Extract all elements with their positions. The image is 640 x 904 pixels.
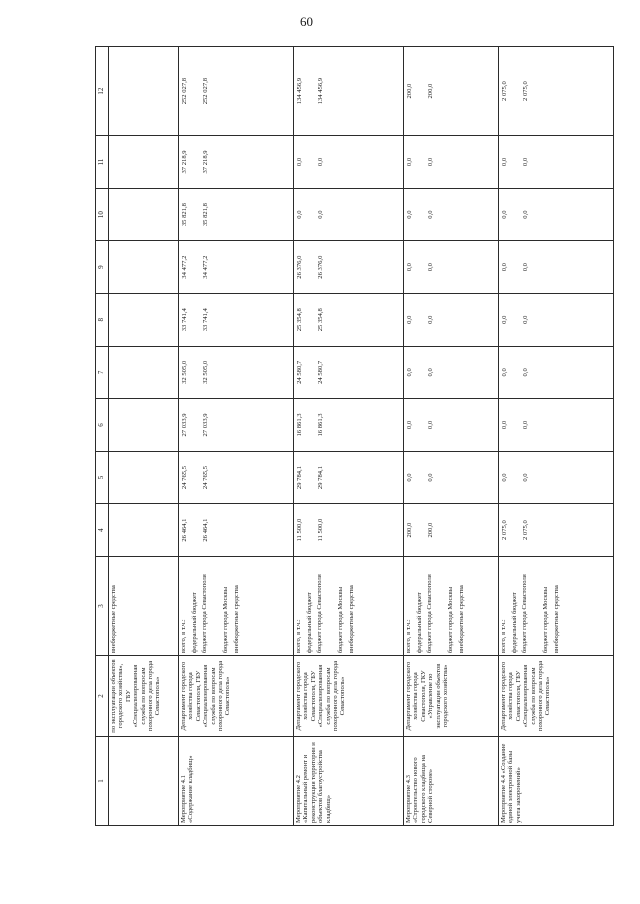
amount-cell-col-4: [404, 504, 499, 557]
amount-value: [448, 243, 459, 291]
amount-cell-col-8: [179, 293, 294, 346]
table-row: [404, 47, 499, 826]
amount-value: [543, 243, 554, 291]
amount-value: [307, 349, 318, 397]
measure-name-cell: Мероприятие 4.4 «Создание единой электронной базы учета захоронений»: [499, 736, 614, 825]
amount-value: 33 741,4: [202, 308, 209, 332]
amount-cell-col-11: [404, 136, 499, 189]
amount-cell-col-6: [109, 399, 179, 452]
amount-cell-col-10: [499, 188, 614, 241]
amount-cell-col-4: [179, 504, 294, 557]
amount-value: [349, 243, 360, 291]
amount-cell-col-12: [109, 47, 179, 136]
amount-cell-col-5: [404, 451, 499, 504]
amount-value: [554, 349, 565, 397]
table-row: [109, 47, 179, 826]
amount-value: 252 027,8: [202, 77, 209, 105]
table-body: [96, 47, 614, 826]
amount-value: 27 033,9: [202, 413, 209, 437]
column-header-11: 11: [96, 136, 109, 189]
amount-value: 16 861,3: [317, 413, 324, 437]
amount-value: [223, 138, 234, 186]
amount-cell-col-7: [294, 346, 404, 399]
amount-value: [307, 49, 318, 133]
amount-value: [459, 138, 470, 186]
amount-value: 24 580,7: [296, 360, 303, 384]
header-row: [96, 47, 109, 826]
amount-value: [223, 349, 234, 397]
amount-value: [223, 401, 234, 449]
amount-value: [234, 296, 245, 344]
amount-value: [448, 191, 459, 239]
amount-value: [234, 49, 245, 133]
amount-value: [307, 191, 318, 239]
amount-value: [417, 506, 428, 554]
funding-source-label: федеральный бюджет: [415, 592, 423, 654]
amount-value: 24 765,5: [202, 466, 209, 490]
column-header-2: 2: [96, 656, 109, 737]
amount-cell-col-5: [294, 451, 404, 504]
rotated-table-wrapper: [95, 46, 610, 826]
amount-value: [111, 296, 122, 344]
amount-value: [554, 138, 565, 186]
amount-cell-col-12: [179, 47, 294, 136]
amount-value: 0,0: [501, 315, 508, 324]
amount-value: [512, 49, 523, 133]
amount-value: 0,0: [317, 210, 324, 219]
funding-source-label: всего, в т.ч.:: [295, 619, 302, 654]
amount-value: [234, 401, 245, 449]
funding-source-label: бюджет города Москвы: [447, 586, 454, 654]
amount-value: [307, 296, 318, 344]
amount-cell-col-7: [404, 346, 499, 399]
amount-value: [554, 454, 565, 502]
amount-cell-col-6: [294, 399, 404, 452]
amount-value: [448, 349, 459, 397]
table-row: [179, 47, 294, 826]
amount-value: 32 505,0: [202, 360, 209, 384]
amount-value: [543, 454, 554, 502]
amount-value: [349, 349, 360, 397]
amount-value: 24 580,7: [317, 360, 324, 384]
amount-value: 24 765,5: [181, 466, 188, 490]
funding-sources-cell: [109, 556, 179, 655]
responsible-cell: Департамент городского хозяйства города Севастополя, ГБУ «Специализированная служба по вопросам похоронного дела города Севастополь»: [179, 656, 294, 737]
amount-cell-col-6: [179, 399, 294, 452]
amount-value: [543, 506, 554, 554]
amount-value: [417, 296, 428, 344]
amount-value: [111, 506, 122, 554]
amount-value: [448, 296, 459, 344]
amount-value: [234, 454, 245, 502]
amount-value: 200,0: [427, 83, 434, 99]
amount-value: [192, 191, 203, 239]
amount-value: [543, 49, 554, 133]
amount-value: [448, 138, 459, 186]
amount-value: [459, 506, 470, 554]
amount-value: [111, 191, 122, 239]
amount-value: 0,0: [427, 368, 434, 377]
amount-cell-col-9: [179, 241, 294, 294]
amount-value: [459, 296, 470, 344]
amount-value: 0,0: [427, 157, 434, 167]
amount-value: 0,0: [501, 263, 508, 272]
amount-cell-col-4: [294, 504, 404, 557]
amount-value: [417, 191, 428, 239]
amount-value: 2 075,0: [522, 520, 529, 541]
amount-cell-col-8: [294, 293, 404, 346]
funding-sources-cell: [404, 556, 499, 655]
funding-source-label: всего, в т.ч.:: [180, 619, 187, 654]
responsible-cell: Департамент городского хозяйства города Севастополя, ГБУ «Специализированная служба по вопросам похоронного дела города Севастополь»: [294, 656, 404, 737]
amount-value: [459, 49, 470, 133]
amount-value: [512, 191, 523, 239]
amount-value: [543, 349, 554, 397]
amount-cell-col-10: [404, 188, 499, 241]
column-header-12: 12: [96, 47, 109, 136]
amount-value: [338, 349, 349, 397]
funding-source-label: федеральный бюджет: [190, 592, 198, 654]
amount-value: 200,0: [427, 522, 434, 538]
amount-value: [512, 401, 523, 449]
amount-value: [234, 349, 245, 397]
amount-value: 25 354,8: [317, 308, 324, 332]
amount-cell-col-5: [179, 451, 294, 504]
amount-value: 16 861,3: [296, 413, 303, 437]
amount-cell-col-9: [404, 241, 499, 294]
column-header-3: 3: [96, 556, 109, 655]
column-header-1: 1: [96, 736, 109, 825]
funding-source-label: бюджет города Севастополя: [201, 574, 208, 654]
table-row: [294, 47, 404, 826]
amount-value: [554, 49, 565, 133]
amount-value: [192, 243, 203, 291]
amount-value: 0,0: [427, 473, 434, 482]
amount-value: [417, 138, 428, 186]
amount-value: 34 477,2: [202, 255, 209, 279]
amount-value: 26 376,0: [317, 255, 324, 279]
amount-value: 0,0: [317, 157, 324, 167]
funding-sources-cell: [499, 556, 614, 655]
amount-cell-col-4: [499, 504, 614, 557]
amount-value: 29 784,1: [317, 466, 324, 490]
amount-value: 0,0: [501, 368, 508, 377]
amount-value: [223, 296, 234, 344]
amount-value: [192, 401, 203, 449]
funding-source-label: внебюджетные средства: [232, 585, 240, 654]
amount-value: [512, 243, 523, 291]
funding-sources-cell: [179, 556, 294, 655]
amount-value: [543, 138, 554, 186]
amount-cell-col-12: [499, 47, 614, 136]
responsible-cell: Департамент городского хозяйства города Севастополя, ГБУ «Специализированная служба по вопросам похоронного дела города Севастополь»: [499, 656, 614, 737]
funding-source-label: бюджет города Москвы: [222, 586, 229, 654]
amount-value: [448, 454, 459, 502]
amount-value: 32 505,0: [181, 360, 188, 384]
amount-value: 0,0: [406, 157, 413, 167]
amount-value: [111, 349, 122, 397]
amount-value: [223, 454, 234, 502]
amount-value: [349, 49, 360, 133]
amount-value: [234, 243, 245, 291]
amount-value: 0,0: [522, 420, 529, 430]
funding-sources-cell: [294, 556, 404, 655]
amount-value: 29 784,1: [296, 466, 303, 490]
amount-value: 200,0: [406, 83, 413, 99]
amount-value: [459, 243, 470, 291]
funding-source-label: всего, в т.ч.:: [405, 619, 412, 654]
amount-value: 0,0: [406, 473, 413, 482]
amount-value: [448, 49, 459, 133]
amount-value: [554, 243, 565, 291]
funding-source-label: внебюджетные средства: [552, 585, 560, 654]
amount-value: [349, 454, 360, 502]
amount-value: 0,0: [296, 210, 303, 219]
amount-value: 200,0: [406, 522, 413, 538]
amount-value: [338, 506, 349, 554]
amount-value: 0,0: [522, 473, 529, 482]
funding-source-label: бюджет города Севастополя: [521, 574, 528, 654]
amount-value: [543, 191, 554, 239]
funding-source-label: внебюджетные средства: [457, 585, 465, 654]
amount-value: 0,0: [501, 420, 508, 430]
amount-value: [223, 243, 234, 291]
amount-value: [417, 401, 428, 449]
amount-value: 0,0: [296, 157, 303, 167]
amount-value: [234, 138, 245, 186]
amount-cell-col-9: [109, 241, 179, 294]
amount-value: [459, 349, 470, 397]
amount-value: [192, 138, 203, 186]
amount-value: 0,0: [406, 263, 413, 272]
amount-cell-col-7: [499, 346, 614, 399]
funding-source-label: бюджет города Москвы: [542, 586, 549, 654]
amount-value: 27 033,9: [181, 413, 188, 437]
funding-source-label: бюджет города Севастополя: [426, 574, 433, 654]
amount-value: 2 075,0: [501, 81, 508, 101]
measure-name-cell: Мероприятие 4.3 «Строительство нового городского кладбища на Северной стороне»: [404, 736, 499, 825]
amount-value: [459, 191, 470, 239]
amount-value: 26 376,0: [296, 255, 303, 279]
amount-value: [512, 296, 523, 344]
amount-value: [338, 454, 349, 502]
measure-name-cell: Мероприятие 4.1 «Содержание кладбищ»: [179, 736, 294, 825]
amount-value: [554, 296, 565, 344]
amount-value: 37 218,9: [202, 150, 209, 174]
amount-value: 2 075,0: [522, 81, 529, 101]
amount-value: [192, 349, 203, 397]
measure-name-cell: Мероприятие 4.2 «Капитальный ремонт и реконструкция территории и объектов благоустройства кладбищ»: [294, 736, 404, 825]
amount-value: [307, 138, 318, 186]
column-header-10: 10: [96, 188, 109, 241]
amount-cell-col-11: [179, 136, 294, 189]
amount-value: 34 477,2: [181, 255, 188, 279]
amount-value: [192, 454, 203, 502]
amount-value: 0,0: [406, 368, 413, 377]
funding-source-label: внебюджетные средства: [110, 585, 117, 654]
amount-value: [554, 506, 565, 554]
amount-value: [417, 349, 428, 397]
amount-value: 35 821,8: [181, 203, 188, 227]
amount-value: [349, 401, 360, 449]
amount-value: [111, 49, 122, 133]
amount-value: [338, 138, 349, 186]
amount-cell-col-6: [404, 399, 499, 452]
amount-value: [111, 138, 122, 186]
amount-value: [338, 401, 349, 449]
amount-cell-col-5: [109, 451, 179, 504]
amount-value: [111, 401, 122, 449]
funding-source-label: федеральный бюджет: [305, 592, 313, 654]
amount-value: [349, 506, 360, 554]
amount-value: [338, 296, 349, 344]
column-header-6: 6: [96, 399, 109, 452]
amount-value: 0,0: [501, 473, 508, 482]
page-number: 60: [300, 14, 313, 29]
funding-source-label: всего, в т.ч.:: [500, 619, 507, 654]
amount-value: [307, 401, 318, 449]
amount-value: [512, 349, 523, 397]
amount-value: [554, 401, 565, 449]
amount-value: 0,0: [427, 315, 434, 324]
amount-cell-col-11: [294, 136, 404, 189]
amount-value: [512, 506, 523, 554]
amount-cell-col-7: [109, 346, 179, 399]
measure-name-cell: [109, 736, 179, 825]
amount-value: 33 741,4: [181, 308, 188, 332]
amount-value: [448, 401, 459, 449]
budget-table: [95, 46, 614, 826]
amount-value: [459, 454, 470, 502]
amount-value: 25 354,8: [296, 308, 303, 332]
amount-cell-col-8: [404, 293, 499, 346]
amount-value: [459, 401, 470, 449]
amount-value: [349, 296, 360, 344]
amount-cell-col-11: [499, 136, 614, 189]
column-header-4: 4: [96, 504, 109, 557]
amount-value: [554, 191, 565, 239]
amount-value: [192, 49, 203, 133]
amount-value: [223, 506, 234, 554]
amount-cell-col-10: [294, 188, 404, 241]
amount-value: 0,0: [406, 210, 413, 219]
amount-cell-col-9: [294, 241, 404, 294]
column-header-9: 9: [96, 241, 109, 294]
amount-value: 0,0: [427, 210, 434, 219]
responsible-cell: Департамент городского хозяйства города Севастополя, ГКУ «Управление по эксплуатации объектов городского хозяйства»: [404, 656, 499, 737]
amount-value: 0,0: [427, 263, 434, 272]
amount-cell-col-12: [404, 47, 499, 136]
table-row: [499, 47, 614, 826]
amount-value: 0,0: [522, 157, 529, 167]
amount-cell-col-10: [179, 188, 294, 241]
amount-value: [543, 296, 554, 344]
amount-value: 11 500,0: [317, 518, 324, 542]
amount-value: [307, 506, 318, 554]
amount-value: 0,0: [406, 315, 413, 324]
amount-value: 0,0: [406, 420, 413, 430]
amount-cell-col-6: [499, 399, 614, 452]
amount-value: [417, 454, 428, 502]
amount-value: [543, 401, 554, 449]
amount-value: [192, 296, 203, 344]
funding-source-label: федеральный бюджет: [510, 592, 518, 654]
amount-value: [349, 138, 360, 186]
amount-value: [192, 506, 203, 554]
amount-cell-col-9: [499, 241, 614, 294]
amount-cell-col-7: [179, 346, 294, 399]
responsible-cell: по эксплуатации объектов городского хозяйства», ГБУ «Специализированная служба по вопросам похоронного дела города Севастополь»: [109, 656, 179, 737]
amount-cell-col-11: [109, 136, 179, 189]
amount-value: [417, 49, 428, 133]
amount-cell-col-5: [499, 451, 614, 504]
amount-value: 26 464,1: [202, 518, 209, 542]
amount-value: 0,0: [522, 368, 529, 377]
amount-value: [307, 454, 318, 502]
amount-cell-col-12: [294, 47, 404, 136]
amount-value: 0,0: [522, 210, 529, 219]
amount-value: 37 218,9: [181, 150, 188, 174]
amount-value: 2 075,0: [501, 520, 508, 541]
amount-value: 0,0: [501, 157, 508, 167]
amount-value: [338, 191, 349, 239]
amount-value: [111, 243, 122, 291]
amount-value: [234, 506, 245, 554]
amount-value: 11 500,0: [296, 518, 303, 542]
amount-cell-col-10: [109, 188, 179, 241]
amount-value: [512, 454, 523, 502]
column-header-5: 5: [96, 451, 109, 504]
amount-value: 0,0: [501, 210, 508, 219]
amount-cell-col-8: [109, 293, 179, 346]
amount-value: 0,0: [522, 315, 529, 324]
amount-cell-col-4: [109, 504, 179, 557]
amount-value: [111, 454, 122, 502]
column-header-7: 7: [96, 346, 109, 399]
amount-value: 35 821,8: [202, 203, 209, 227]
column-header-8: 8: [96, 293, 109, 346]
amount-value: [223, 49, 234, 133]
amount-value: [349, 191, 360, 239]
funding-source-label: бюджет города Москвы: [337, 586, 344, 654]
amount-value: 134 456,9: [296, 77, 303, 105]
amount-value: 252 027,8: [181, 77, 188, 105]
funding-source-label: бюджет города Севастополя: [316, 574, 323, 654]
amount-value: 0,0: [427, 420, 434, 430]
amount-value: [234, 191, 245, 239]
amount-value: [223, 191, 234, 239]
amount-value: 26 464,1: [181, 518, 188, 542]
amount-value: [338, 243, 349, 291]
amount-value: [338, 49, 349, 133]
amount-value: [448, 506, 459, 554]
amount-value: 0,0: [522, 263, 529, 272]
amount-cell-col-8: [499, 293, 614, 346]
amount-value: [417, 243, 428, 291]
amount-value: [307, 243, 318, 291]
amount-value: [512, 138, 523, 186]
amount-value: 134 456,9: [317, 77, 324, 105]
funding-source-label: внебюджетные средства: [347, 585, 355, 654]
